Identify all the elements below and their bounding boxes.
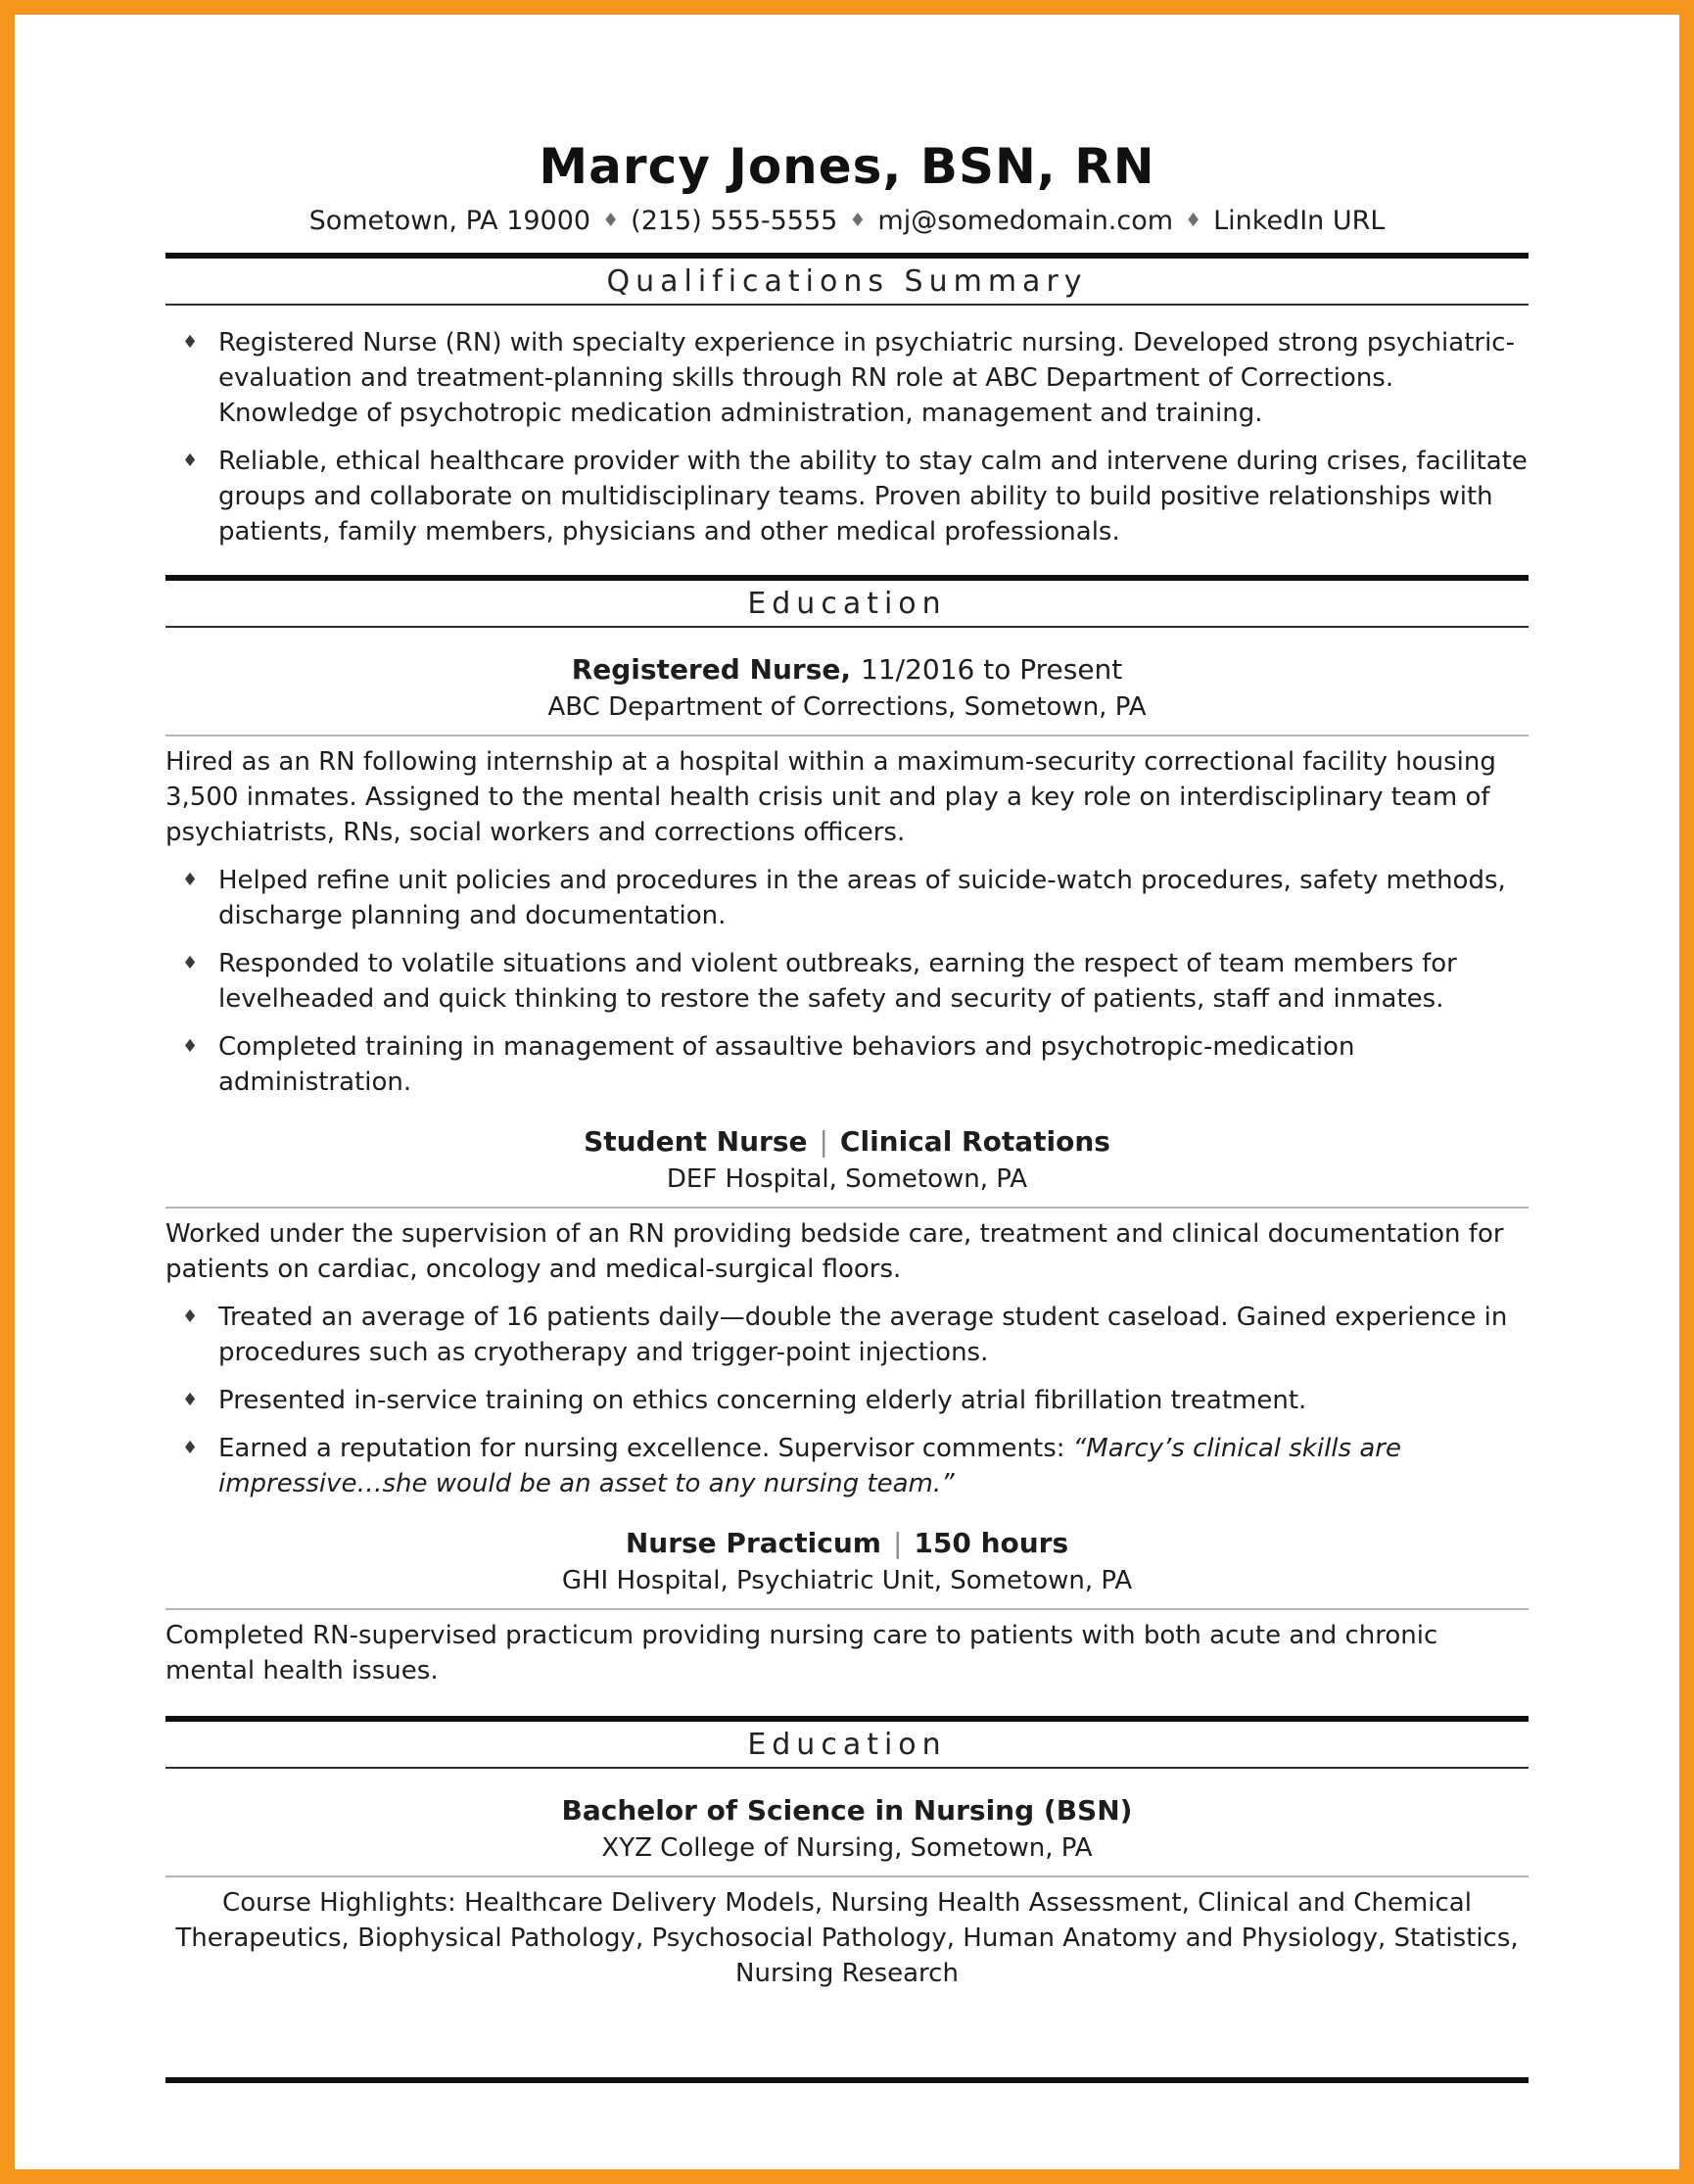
bullet-text: Completed training in management of assaultive behaviors and psychotropic-medication administration. [218,1032,1355,1097]
job-organization: GHI Hospital, Psychiatric Unit, Sometown, PA [561,1566,1133,1595]
diamond-bullet-icon: ♦ [182,332,199,353]
section-divider-thick [165,253,1529,259]
job-divider [165,1207,1529,1209]
job-title-detail: 150 hours [914,1527,1069,1559]
bullet-text: Helped refine unit policies and procedures in the areas of suicide-watch procedures, safety methods, discharge planning and documentation. [218,866,1506,930]
bullet-text: Registered Nurse (RN) with specialty experience in psychiatric nursing. Developed strong psychiatric-evaluation and treatment-planning skills through RN role at ABC Department of Corrections. Knowledge of psychotropic medication administration, management and training. [218,328,1515,428]
bullet-text: Treated an average of 16 patients daily—double the average student caseload. Gained experience in procedures such as cryotherapy and trigger-point injections. [218,1303,1508,1367]
list-item [165,1383,1529,1418]
person-name: Marcy Jones, BSN, RN [539,138,1155,195]
list-item [165,325,1529,431]
section-divider-thin [165,304,1529,306]
school-name: XYZ College of Nursing, Sometown, PA [601,1833,1093,1863]
section-divider-thin [165,1767,1529,1769]
job-title [165,1123,1529,1161]
job-organization: DEF Hospital, Sometown, PA [666,1164,1028,1194]
contact-linkedin: LinkedIn URL [1213,206,1386,236]
job-divider [165,735,1529,736]
bullet-text: Responded to volatile situations and violent outbreaks, earning the respect of team members for levelheaded and quick thinking to restore the safety and security of patients, staff and inmates. [218,949,1457,1014]
job-bullet-list [165,1300,1529,1501]
list-item [165,1431,1529,1501]
section-divider-thick [165,2077,1529,2083]
list-item [165,1300,1529,1370]
diamond-bullet-icon: ♦ [182,451,199,471]
diamond-bullet-icon: ♦ [182,1036,199,1057]
job-divider [165,1608,1529,1610]
job-title-detail: Clinical Rotations [839,1125,1110,1158]
qualifications-bullet-list [165,325,1529,549]
qualifications-heading: Qualifications Summary [606,264,1088,299]
diamond-separator-icon: ♦ [849,210,867,231]
contact-email: mj@somedomain.com [877,206,1174,236]
job-summary: Hired as an RN following internship at a hospital within a maximum-security correctional facility housing 3,500 inmates. Assigned to the mental health crisis unit and play a key role on interdisciplinary team of psychiatrists, RNs, social workers and corrections officers. [165,747,1496,847]
education-heading: Education [747,1728,947,1762]
job-dates: 11/2016 to Present [861,653,1123,686]
list-item [165,863,1529,933]
job-bullet-list [165,863,1529,1100]
contact-phone: (215) 555-5555 [631,206,838,236]
experience-heading: Education [747,587,947,621]
bullet-text: Presented in-service training on ethics concerning elderly atrial fibrillation treatment. [218,1386,1307,1415]
section-divider-thick [165,1716,1529,1722]
bullet-text [218,1431,1529,1501]
job-title [165,651,1529,688]
job-title-role: Registered Nurse, [571,653,851,686]
job-summary: Completed RN-supervised practicum providing nursing care to patients with both acute and chronic mental health issues. [165,1621,1438,1685]
diamond-bullet-icon: ♦ [182,953,199,973]
job-title [165,1525,1529,1562]
diamond-bullet-icon: ♦ [182,1438,199,1458]
diamond-bullet-icon: ♦ [182,870,199,890]
quote-lead: Earned a reputation for nursing excellence. Supervisor comments: [218,1434,1073,1463]
section-divider-thick [165,575,1529,581]
list-item [165,1029,1529,1100]
job-summary: Worked under the supervision of an RN providing bedside care, treatment and clinical documentation for patients on cardiac, oncology and medical-surgical floors. [165,1219,1504,1284]
degree-title: Bachelor of Science in Nursing (BSN) [561,1794,1133,1827]
job-divider [165,1875,1529,1877]
pipe-separator: | [892,1527,903,1559]
diamond-bullet-icon: ♦ [182,1306,199,1327]
pipe-separator: | [819,1125,828,1158]
contact-location: Sometown, PA 19000 [308,206,591,236]
bullet-text: Reliable, ethical healthcare provider with the ability to stay calm and intervene during crises, facilitate groups and collaborate on multidisciplinary teams. Proven ability to build positive relationships with patients, family members, physicians and other medical professionals. [218,447,1528,546]
resume-content [165,138,1529,2083]
job-title-role: Nurse Practicum [625,1527,881,1559]
contact-line [165,203,1529,239]
list-item [165,946,1529,1017]
diamond-bullet-icon: ♦ [182,1390,199,1410]
job-organization: ABC Department of Corrections, Sometown, PA [547,692,1147,722]
job-title-role: Student Nurse [584,1125,808,1158]
diamond-separator-icon: ♦ [602,210,620,231]
diamond-separator-icon: ♦ [1185,210,1202,231]
supervisor-quote: “Marcy’s clinical skills are impressive…she would be an asset to any nursing team.” [218,1434,1401,1498]
course-highlights: Course Highlights: Healthcare Delivery Models, Nursing Health Assessment, Clinical and Chemical Therapeutics, Biophysical Pathology, Psychosocial Pathology, Human Anatomy and Physiology, Statistics, Nursing Research [175,1888,1519,1988]
list-item [165,444,1529,549]
section-divider-thin [165,626,1529,628]
